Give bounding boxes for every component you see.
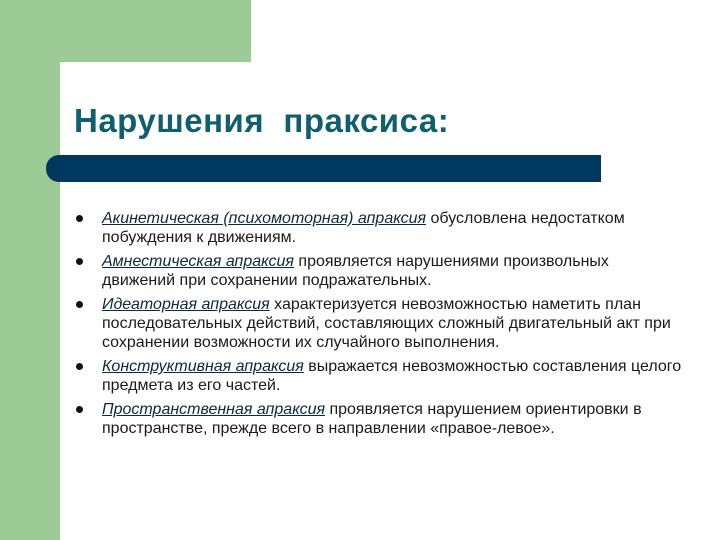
green-top-band (60, 0, 251, 62)
bullet-dot-icon (76, 215, 83, 222)
item-description: обусловлена недостатком побуждения к движениям. (102, 210, 625, 246)
item-description: проявляется нарушением ориентировки в пространстве, прежде всего в направлении «правое-левое». (102, 401, 642, 437)
bullet-dot-icon (76, 363, 83, 370)
term-spatial-apraxia: Пространственная апраксия (102, 401, 326, 418)
title-underline-bar (46, 155, 601, 182)
bullet-dot-icon (76, 406, 83, 413)
list-item (76, 209, 686, 247)
list-item (76, 357, 686, 395)
slide-title: Нарушения праксиса: (74, 102, 450, 139)
item-description: проявляется нарушениями произвольных движений при сохранении подражательных. (102, 253, 609, 289)
term-ideational-apraxia: Идеаторная апраксия (102, 296, 270, 313)
green-side-band (0, 0, 60, 540)
bullet-list (76, 209, 686, 443)
term-constructive-apraxia: Конструктивная апраксия (102, 358, 304, 375)
list-item (76, 400, 686, 438)
item-description: характеризуется невозможностью наметить план последовательных действий, составляющих сложный двигательный акт при сохранении возможности их случайного выполнения. (102, 296, 671, 351)
bullet-dot-icon (76, 301, 83, 308)
term-akinetic-apraxia: Акинетическая (психомоторная) апраксия (102, 210, 427, 227)
list-item (76, 295, 686, 352)
term-amnestic-apraxia: Амнестическая апраксия (102, 253, 294, 270)
bullet-dot-icon (76, 258, 83, 265)
item-description: выражается невозможностью составления целого предмета из его частей. (102, 358, 682, 394)
list-item (76, 252, 686, 290)
